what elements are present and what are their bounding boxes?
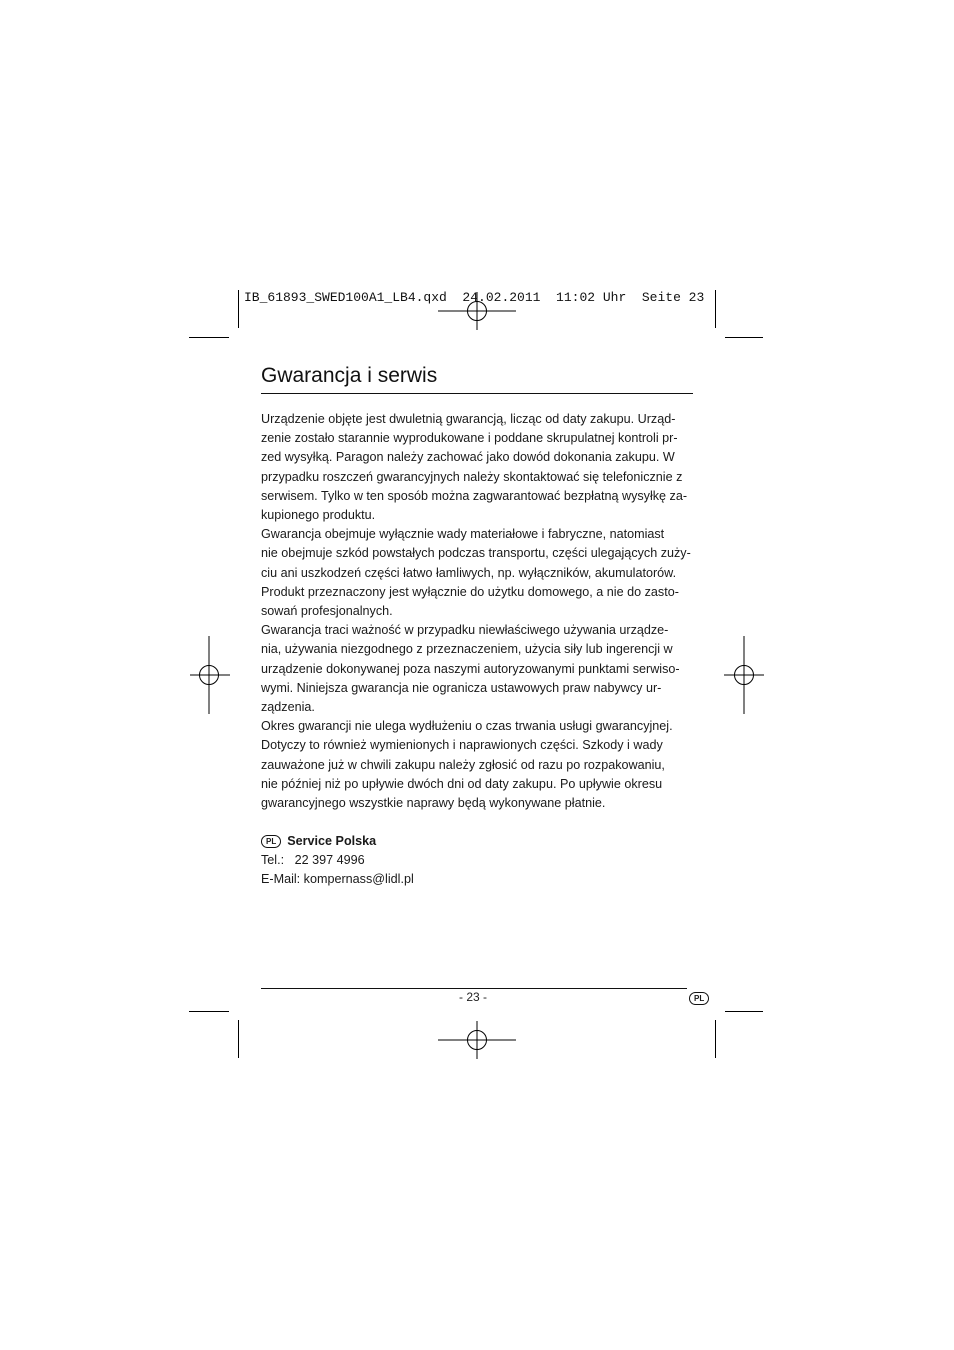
registration-mark-right	[724, 636, 764, 714]
body-line: zenie zostało starannie wyprodukowane i poddane skrupulatnej kontroli pr-	[261, 431, 678, 446]
body-line: sowań profesjonalnych.	[261, 604, 393, 619]
body-line: zed wysyłką. Paragon należy zachować jako dowód dokonania zakupu. W	[261, 450, 675, 465]
crop-mark	[189, 337, 229, 338]
crop-mark	[715, 1020, 716, 1058]
crop-mark	[725, 337, 763, 338]
body-line: serwisem. Tylko w ten sposób można zagwarantować bezpłatną wysyłkę za-	[261, 488, 688, 503]
registration-mark-bottom	[438, 1021, 516, 1059]
page-number: - 23 -	[458, 990, 487, 1004]
body-line: nia, używania niezgodnego z przeznaczeniem, użycia siły lub ingerencji w	[261, 642, 673, 657]
body-line: Okres gwarancji nie ulega wydłużeniu o czas trwania usługi gwarancyjnej.	[261, 719, 673, 734]
service-email: E-Mail: kompernass@lidl.pl	[261, 872, 414, 887]
body-line: ządzenia.	[261, 700, 315, 715]
crop-mark	[238, 1020, 239, 1058]
service-phone: Tel.: 22 397 4996	[261, 853, 365, 868]
body-line: gwarancyjnego wszystkie naprawy będą wykonywane płatnie.	[261, 796, 606, 811]
body-line: przypadku roszczeń gwarancyjnych należy skontaktować się telefonicznie z	[261, 469, 683, 484]
body-line: Produkt przeznaczony jest wyłącznie do użytku domowego, a nie do zasto-	[261, 584, 679, 599]
page-title: Gwarancja i serwis	[261, 364, 438, 387]
footer-rule	[261, 988, 687, 989]
print-slug-line: IB_61893_SWED100A1_LB4.qxd 24.02.2011 11:02 Uhr Seite 23	[244, 290, 705, 305]
body-line: Gwarancja traci ważność w przypadku niewłaściwego używania urządze-	[261, 623, 669, 638]
crop-mark	[715, 290, 716, 328]
body-line: ciu ani uszkodzeń części łatwo łamliwych, np. wyłączników, akumulatorów.	[261, 565, 677, 580]
title-underline	[261, 393, 693, 394]
body-line: Gwarancja obejmuje wyłącznie wady materiałowe i fabryczne, natomiast	[261, 527, 665, 542]
body-line: nie obejmuje szkód powstałych podczas transportu, części ulegających zuży-	[261, 546, 691, 561]
country-badge: PL	[261, 835, 281, 848]
footer-country-badge: PL	[689, 992, 709, 1005]
registration-mark-left	[190, 636, 230, 714]
body-line: Dotyczy to również wymienionych i naprawionych części. Szkody i wady	[261, 738, 663, 753]
body-line: urządzenie dokonywanej poza naszymi autoryzowanymi punktami serwiso-	[261, 661, 680, 676]
crop-mark	[238, 290, 239, 328]
body-line: Urządzenie objęte jest dwuletnią gwarancją, licząc od daty zakupu. Urząd-	[261, 412, 676, 426]
crop-mark	[725, 1011, 763, 1012]
warranty-body-text	[261, 410, 693, 813]
service-contact-block	[261, 832, 414, 890]
body-line: kupionego produktu.	[261, 508, 376, 523]
body-line: zauważone już w chwili zakupu należy zgłosić od razu po rozpakowaniu,	[261, 757, 665, 772]
body-line: nie później niż po upływie dwóch dni od daty zakupu. Po upływie okresu	[261, 776, 663, 791]
service-title: Service Polska	[287, 834, 377, 848]
crop-mark	[189, 1011, 229, 1012]
body-line: wymi. Niniejsza gwarancja nie ogranicza ustawowych praw nabywcy ur-	[261, 680, 662, 695]
